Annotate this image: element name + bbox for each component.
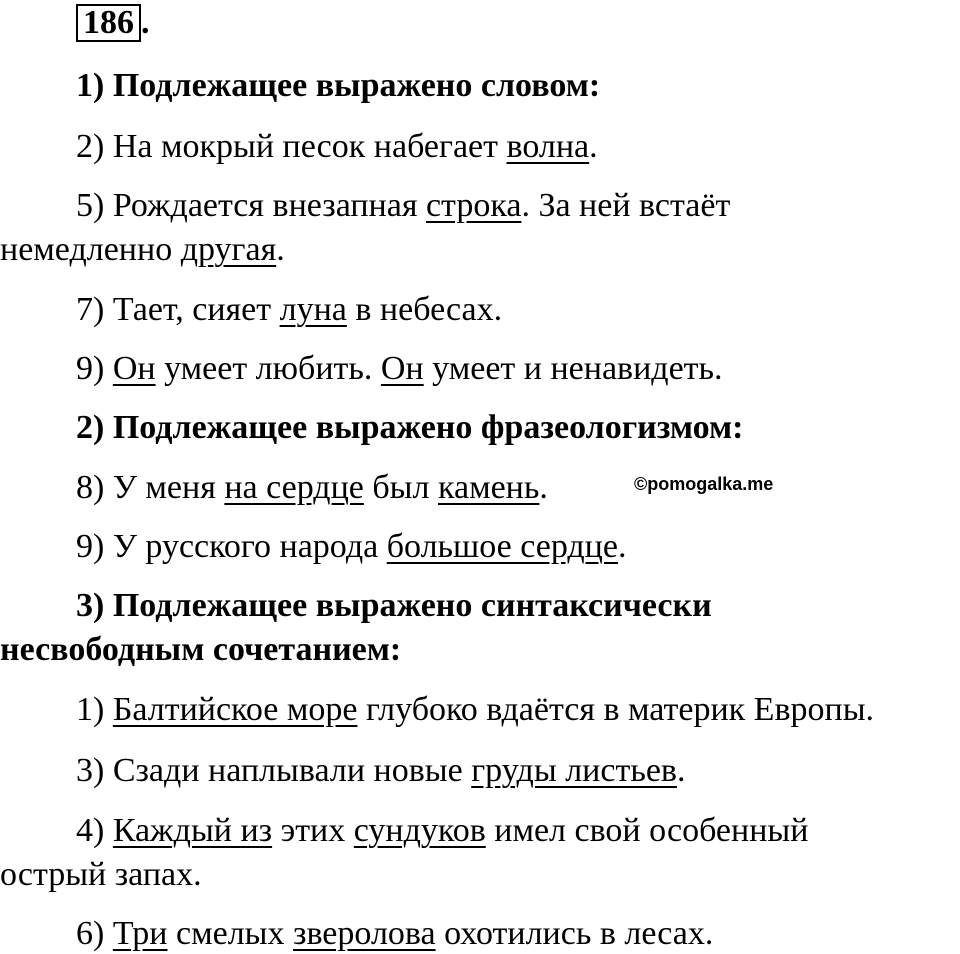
watermark: ©pomogalka.me xyxy=(634,474,774,494)
underlined-subject: камень xyxy=(437,469,540,506)
text-part: 2) На мокрый песок набегает xyxy=(76,128,507,165)
text-part: . xyxy=(617,528,627,565)
section2-item-8 xyxy=(76,468,548,508)
text-part: . xyxy=(276,231,285,268)
underlined-subject: другая xyxy=(180,231,277,268)
section1-item-7 xyxy=(76,290,502,330)
text-part: умеет любить. xyxy=(155,350,381,387)
text-part: 4) xyxy=(76,812,113,849)
text-part: 8) У меня xyxy=(76,469,225,506)
underlined-subject: груды листьев xyxy=(471,752,677,789)
section3-heading-line2: несвободным сочетанием: xyxy=(0,631,402,668)
section3-item-4-line2 xyxy=(0,855,202,895)
text-part: имел свой особенный xyxy=(485,812,809,849)
text-part: 9) У русского народа xyxy=(76,528,387,565)
section1-item-5-line1 xyxy=(76,186,730,226)
underlined-subject: луна xyxy=(279,291,347,328)
exercise-number xyxy=(76,4,150,42)
text-part: 1) xyxy=(76,691,113,728)
section3-item-6 xyxy=(76,914,713,954)
exercise-number-box: 186 xyxy=(76,4,141,42)
section3-heading-line1: 3) Подлежащее выражено синтаксически xyxy=(76,587,712,624)
text-part: . xyxy=(539,469,548,506)
text-part: 3) Сзади наплывали новые xyxy=(76,752,472,789)
section2-item-9 xyxy=(76,527,626,567)
text-part: умеет и ненавидеть. xyxy=(423,350,723,387)
underlined-subject: сундуков xyxy=(353,812,486,849)
section3-item-3 xyxy=(76,751,685,791)
text-part: в небесах. xyxy=(346,291,503,328)
section1-heading: 1) Подлежащее выражено словом: xyxy=(76,67,601,104)
underlined-subject: Он xyxy=(112,350,156,387)
text-part: острый запах. xyxy=(0,856,202,893)
underlined-subject: Он xyxy=(380,350,424,387)
underlined-subject: Балтийское море xyxy=(112,691,358,728)
text-part: 7) Тает, сияет xyxy=(76,291,280,328)
text-part: был xyxy=(363,469,438,506)
text-part: охотились в лесах. xyxy=(435,915,714,952)
exercise-number-dot: . xyxy=(141,4,150,41)
underlined-subject: Три xyxy=(112,915,168,952)
section2-heading: 2) Подлежащее выражено фразеологизмом: xyxy=(76,409,744,446)
text-part: этих xyxy=(272,812,354,849)
text-part: . xyxy=(676,752,686,789)
text-part: смелых xyxy=(167,915,294,952)
text-part: 6) xyxy=(76,915,113,952)
underlined-subject: волна xyxy=(506,128,590,165)
text-part: . xyxy=(589,128,598,165)
underlined-subject: на сердце xyxy=(224,469,364,506)
underlined-subject: Каждый из xyxy=(112,812,273,849)
text-part: 5) Рождается внезапная xyxy=(76,187,426,224)
section1-item-5-line2 xyxy=(0,230,285,270)
text-part: 9) xyxy=(76,350,113,387)
section1-item-2 xyxy=(76,127,598,167)
underlined-subject: зверолова xyxy=(293,915,436,952)
underlined-subject: строка xyxy=(425,187,522,224)
section3-item-4-line1 xyxy=(76,811,808,851)
text-part: глубоко вдаётся в материк Европы. xyxy=(357,691,875,728)
text-part: . За ней встаёт xyxy=(521,187,731,224)
underlined-subject: большое сердце xyxy=(386,528,618,565)
section3-item-1 xyxy=(76,690,874,730)
section1-item-9 xyxy=(76,349,723,389)
text-part: немедленно xyxy=(0,231,181,268)
